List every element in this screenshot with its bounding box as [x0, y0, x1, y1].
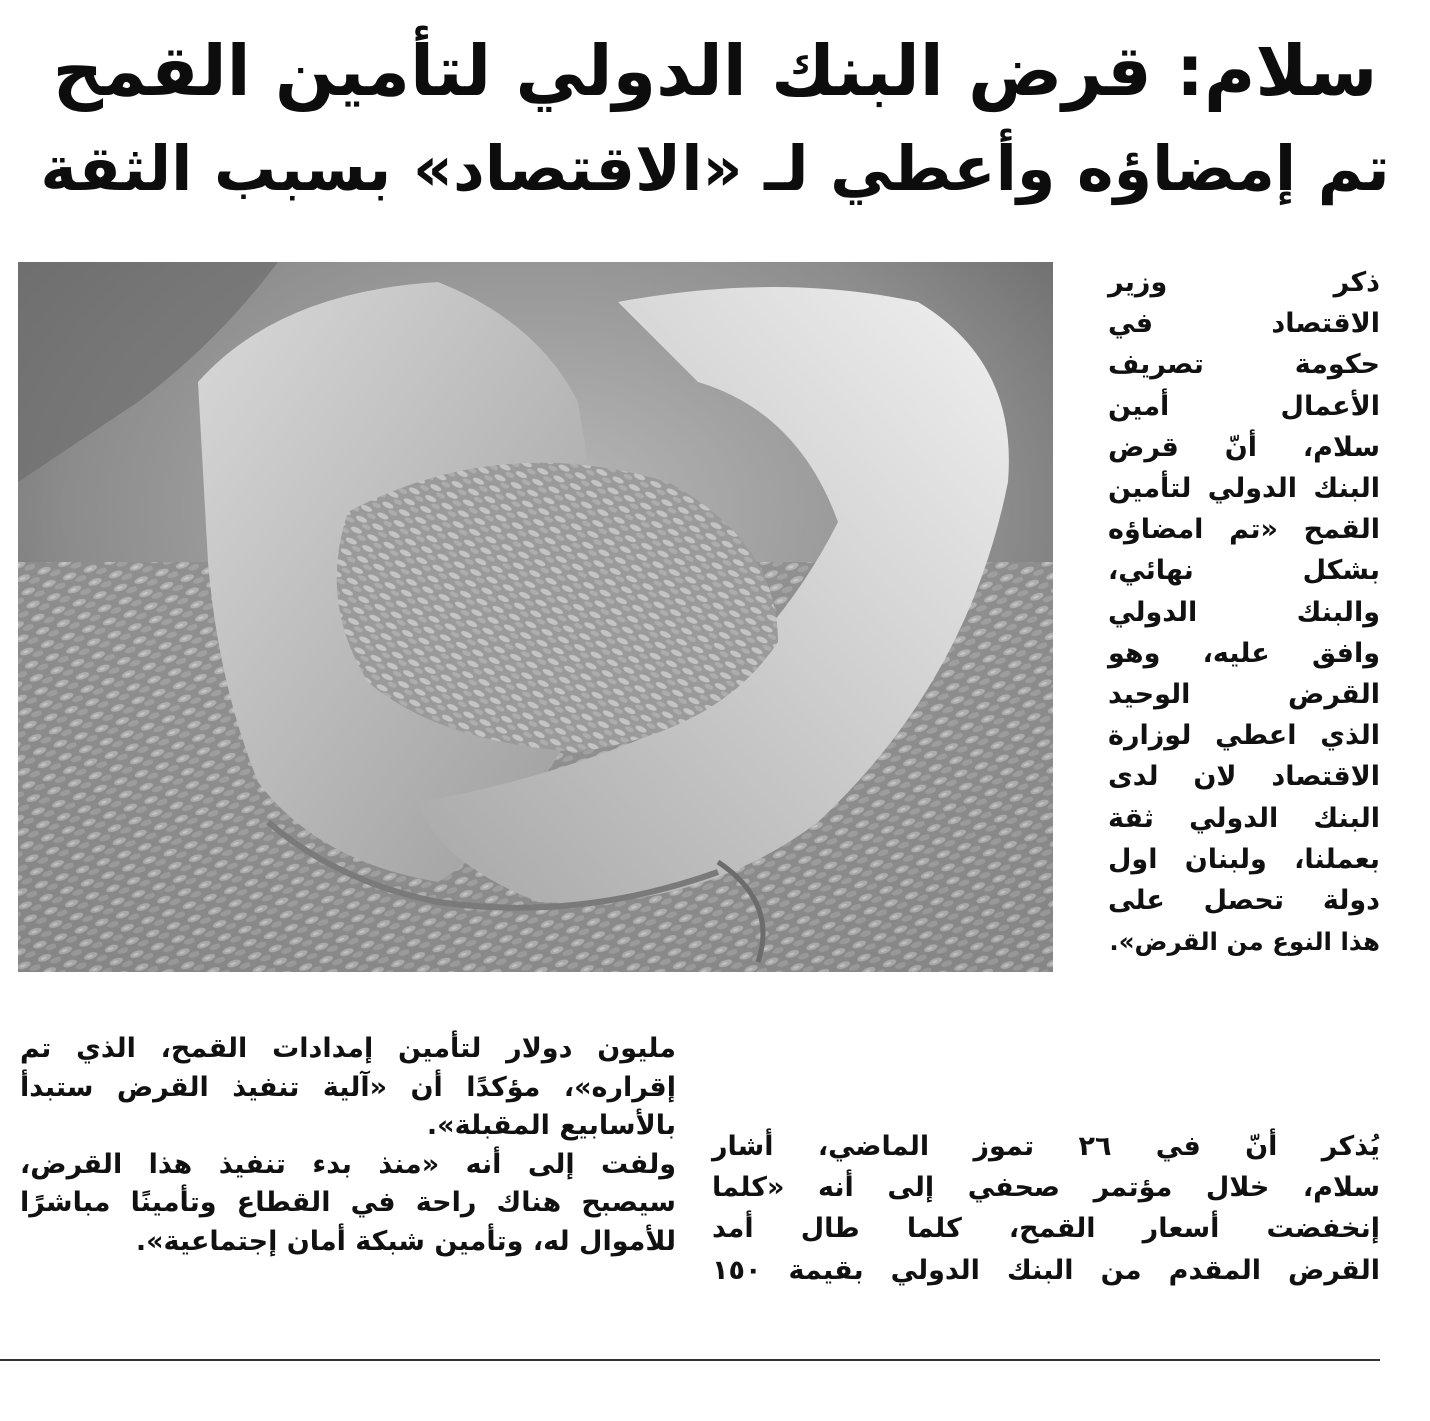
bottom-divider: [0, 1359, 1380, 1361]
text-line: القمح «تم امضاؤه: [1108, 514, 1380, 546]
text-line: دولة تحصل على: [1108, 885, 1380, 917]
article-column-bottom-left: [20, 1030, 676, 1261]
text-line: مليون دولار لتأمين إمدادات القمح، الذي تم: [20, 1033, 676, 1064]
text-line: والبنك الدولي: [1108, 596, 1380, 628]
headline-line-1: سلام: قرض البنك الدولي لتأمين القمح: [52, 30, 1378, 112]
text-line: وافق عليه، وهو: [1108, 637, 1380, 669]
text-line: الذي اعطي لوزارة: [1108, 720, 1380, 752]
text-line: يُذكر أنّ في ٢٦ تموز الماضي، أشار: [712, 1131, 1380, 1162]
text-line: حكومة تصريف: [1108, 349, 1380, 381]
text-line: الأعمال أمين: [1108, 390, 1380, 422]
text-line: للأموال له، وتأمين شبكة أمان إجتماعية».: [135, 1225, 676, 1257]
wheat-hands-photo: [18, 262, 1053, 972]
text-line: ذكر وزير: [1108, 267, 1380, 298]
text-line: سلام، أنّ قرض: [1108, 431, 1380, 463]
text-line: سيصبح هناك راحة في القطاع وتأمينًا مباشرًا: [20, 1187, 676, 1218]
wheat-grains-in-hands-photo-icon: [18, 262, 1053, 972]
text-line: البنك الدولي لتأمين: [1108, 473, 1380, 505]
text-line: بالأسابيع المقبلة».: [426, 1110, 676, 1141]
article-column-bottom-right: [712, 1126, 1380, 1291]
text-line: إنخفضت أسعار القمح، كلما طال أمد: [712, 1213, 1380, 1245]
text-line: البنك الدولي ثقة: [1108, 802, 1380, 834]
text-line: ولفت إلى أنه «منذ بدء تنفيذ هذا القرض،: [20, 1148, 676, 1180]
article-headline: [40, 22, 1390, 218]
text-line: بعملنا، ولبنان اول: [1108, 843, 1380, 875]
text-line: القرض الوحيد: [1108, 679, 1380, 711]
text-line: إقراره»، مؤكدًا أن «آلية تنفيذ القرض ستبدأ: [20, 1071, 676, 1103]
headline-line-2: تم إمضاؤه وأعطي لـ «الاقتصاد» بسبب الثقة: [40, 132, 1390, 205]
text-line: الاقتصاد لان لدى: [1108, 761, 1380, 793]
text-line: القرض المقدم من البنك الدولي بقيمة ١٥٠: [712, 1254, 1380, 1286]
text-line: هذا النوع من القرض».: [1109, 927, 1380, 957]
text-line: بشكل نهائي،: [1108, 555, 1380, 587]
article-column-right: [1108, 262, 1380, 962]
text-line: سلام، خلال مؤتمر صحفي إلى أنه «كلما: [712, 1172, 1380, 1204]
text-line: الاقتصاد في: [1108, 308, 1380, 340]
